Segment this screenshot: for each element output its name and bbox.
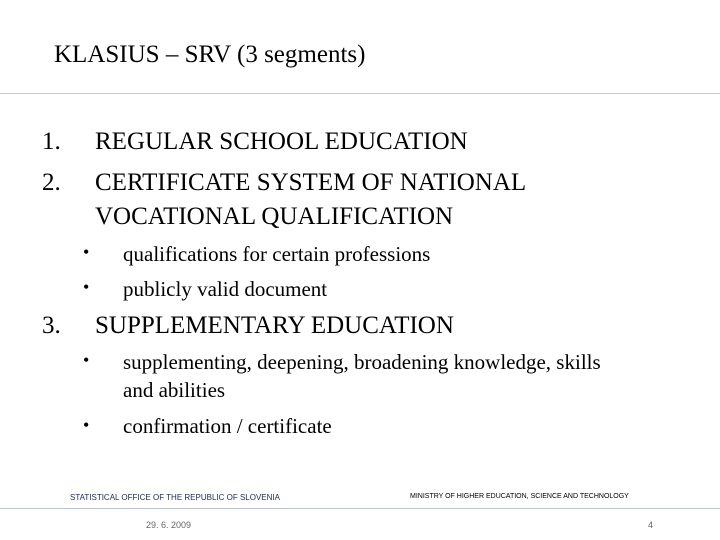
sub-bullet-3-1-line2: and abilities [123,378,226,402]
footer-organization-right: MINISTRY OF HIGHER EDUCATION, SCIENCE AND TECHNOLOGY [410,493,629,500]
bullet-glyph: • [83,415,90,435]
bullet-glyph: • [83,242,90,262]
bullet-glyph: • [83,350,90,370]
item-number-2: 2. [42,169,61,196]
sub-bullet-3-2: confirmation / certificate [123,414,332,438]
item-text-2-line2: VOCATIONAL QUALIFICATION [95,203,454,230]
sub-bullet-2-2: publicly valid document [123,277,328,301]
item-text-1: REGULAR SCHOOL EDUCATION [95,128,468,155]
slide-title: KLASIUS – SRV (3 segments) [54,41,366,68]
bullet-glyph: • [83,277,90,297]
item-number-1: 1. [42,128,61,155]
sub-bullet-2-1: qualifications for certain professions [123,242,431,266]
item-text-2-line1: CERTIFICATE SYSTEM OF NATIONAL [95,169,527,196]
item-text-3: SUPPLEMENTARY EDUCATION [95,312,454,339]
page-number: 4 [648,520,654,530]
title-divider [0,93,720,94]
footer-divider [0,508,720,509]
sub-bullet-3-1-line1: supplementing, deepening, broadening knowledge, skills [123,350,601,374]
footer-organization-left: STATISTICAL OFFICE OF THE REPUBLIC OF SLOVENIA [70,493,280,502]
item-number-3: 3. [42,312,61,339]
footer-date: 29. 6. 2009 [146,520,192,530]
